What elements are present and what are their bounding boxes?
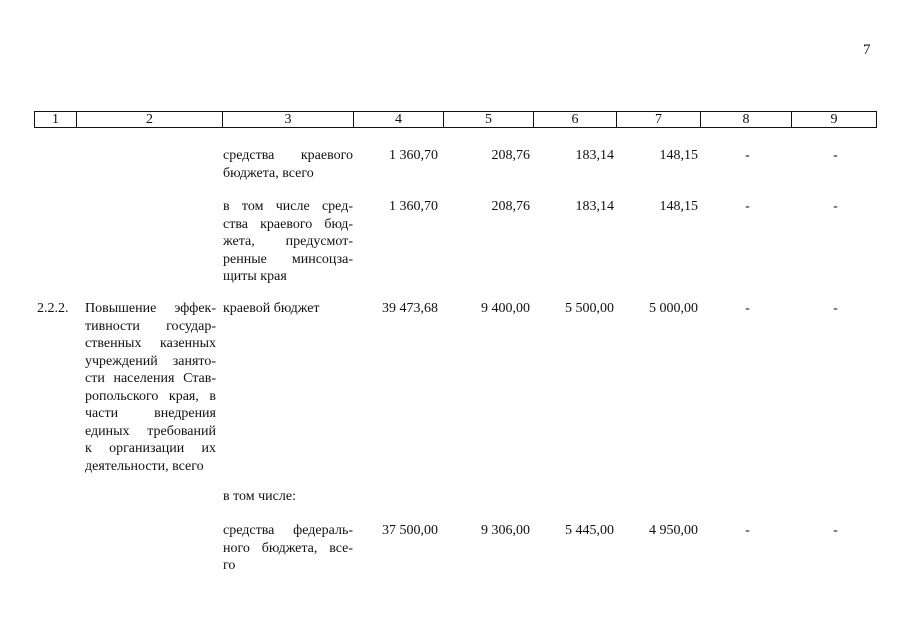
- table-row-2-source: [223, 198, 353, 286]
- row-3-col-4: 39 473,68: [382, 301, 438, 316]
- row-2-col-9: -: [833, 199, 838, 214]
- text-line: ного бюджета, все-: [223, 540, 353, 556]
- row-5-col-5: 9 306,00: [481, 523, 530, 538]
- row-2-col-4: 1 360,70: [389, 199, 438, 214]
- header-cell-9: 9: [792, 112, 877, 128]
- header-cell-2: 2: [77, 112, 223, 128]
- row-1-col-9: -: [833, 148, 838, 163]
- text-line: сти населения Став-: [85, 371, 216, 386]
- table-header: [34, 111, 877, 128]
- row-1-col-5: 208,76: [491, 148, 530, 163]
- text-line: средства краевого: [223, 148, 353, 163]
- table-row-1-source: [223, 147, 353, 182]
- row-1-col-7: 148,15: [659, 148, 698, 163]
- row-5-col-7: 4 950,00: [649, 523, 698, 538]
- table-row-4-source: [223, 488, 353, 506]
- row-1-col-6: 183,14: [575, 148, 614, 163]
- header-cell-1: 1: [35, 112, 77, 128]
- text-line: тивности государ-: [85, 318, 216, 334]
- text-line: краевой бюджет: [223, 301, 320, 316]
- header-cell-7: 7: [617, 112, 701, 128]
- row-3-col-9: -: [833, 301, 838, 316]
- header-cell-3: 3: [223, 112, 354, 128]
- text-line: части внедрения: [85, 406, 216, 421]
- row-3-col-8: -: [745, 301, 750, 316]
- text-line: учреждений занято-: [85, 353, 216, 369]
- row-5-col-8: -: [745, 523, 750, 538]
- row-5-col-4: 37 500,00: [382, 523, 438, 538]
- text-line: ренные минсоцза-: [223, 251, 353, 267]
- row-5-col-6: 5 445,00: [565, 523, 614, 538]
- row-2-col-7: 148,15: [659, 199, 698, 214]
- table-row-5-source: [223, 522, 353, 575]
- header-cell-8: 8: [701, 112, 792, 128]
- row-2-col-6: 183,14: [575, 199, 614, 214]
- text-line: го: [223, 558, 236, 573]
- text-line: жета, предусмот-: [223, 234, 353, 249]
- row-1-col-8: -: [745, 148, 750, 163]
- row-3-col-6: 5 500,00: [565, 301, 614, 316]
- row-1-col-4: 1 360,70: [389, 148, 438, 163]
- text-line: ства краевого бюд-: [223, 216, 353, 232]
- row-5-col-9: -: [833, 523, 838, 538]
- text-line: в том числе сред-: [223, 199, 353, 214]
- text-line: ственных казенных: [85, 336, 216, 351]
- header-cell-4: 4: [354, 112, 444, 128]
- row-2-col-8: -: [745, 199, 750, 214]
- text-line: ропольского края, в: [85, 388, 216, 404]
- header-cell-5: 5: [444, 112, 534, 128]
- page-number: 7: [863, 42, 871, 58]
- row-3-col-7: 5 000,00: [649, 301, 698, 316]
- row-2-col-5: 208,76: [491, 199, 530, 214]
- text-line: средства федераль-: [223, 523, 353, 538]
- text-line: к организации их: [85, 441, 216, 456]
- table-row-3-source: [223, 300, 353, 318]
- text-line: Повышение эффек-: [85, 301, 216, 316]
- text-line: щиты края: [223, 269, 287, 284]
- row-3-col-5: 9 400,00: [481, 301, 530, 316]
- table-row-3-name: [85, 300, 216, 475]
- row-3-number: 2.2.2.: [37, 301, 69, 316]
- text-line: единых требований: [85, 423, 216, 439]
- text-line: бюджета, всего: [223, 165, 314, 181]
- text-line: деятельности, всего: [85, 458, 204, 474]
- header-cell-6: 6: [534, 112, 617, 128]
- text-line: в том числе:: [223, 489, 296, 504]
